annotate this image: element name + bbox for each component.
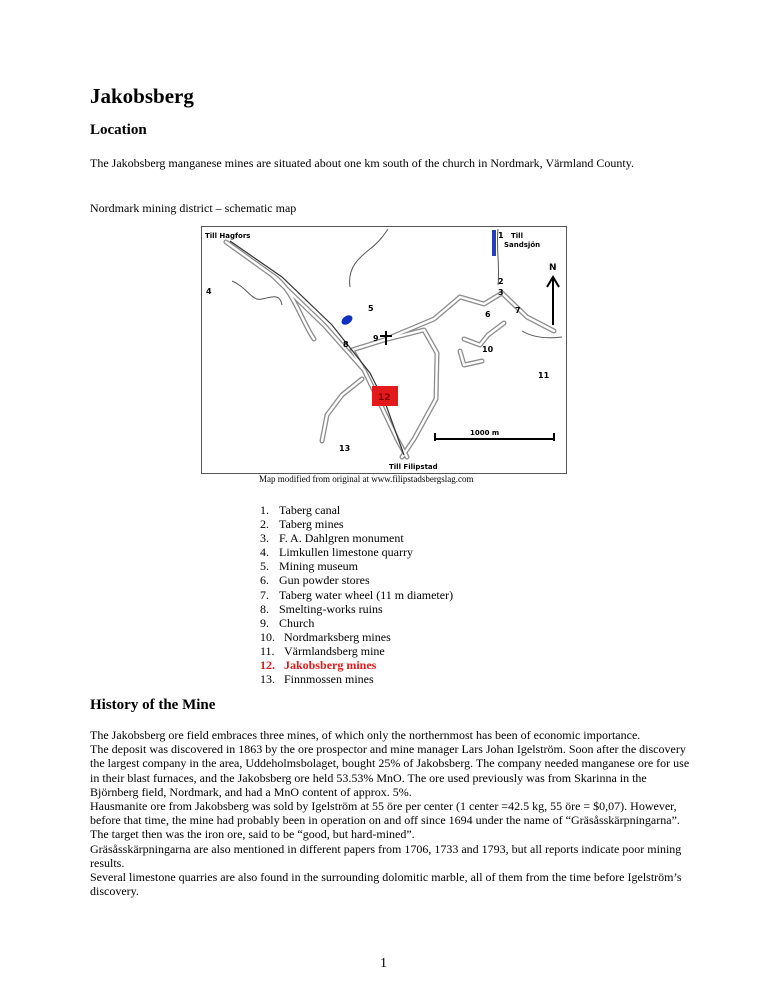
page-title: Jakobsberg [90,84,194,108]
map-num-2: 2 [498,277,504,286]
highlight-number: 12 [378,393,391,403]
legend-item: 10. Nordmarksberg mines [260,629,391,644]
map-num-7: 7 [515,306,521,315]
location-heading: Location [90,122,147,138]
map-num-11: 11 [538,371,550,380]
history-paragraph: Gräsåsskärpningarna are also mentioned in different papers from 1706, 1733 and 1793, but all reports indicate poor mining results. [90,841,682,870]
page-number: 1 [380,956,387,971]
map-credit: Map modified from original at www.filipstadsbergslag.com [259,474,474,484]
location-intro: The Jakobsberg manganese mines are situated about one km south of the church in Nordmark, Värmland County. [90,156,634,170]
map-num-1: 1 [498,231,504,240]
map-caption: Nordmark mining district – schematic map [90,201,297,215]
map-drawing [202,227,566,473]
legend-item-highlighted: 12. Jakobsberg mines [260,658,377,673]
map-num-3: 3 [498,288,504,297]
history-text [90,728,690,898]
map-num-10: 10 [482,345,494,354]
legend-item: 7. Taberg water wheel (11 m diameter) [260,587,454,602]
history-heading: History of the Mine [90,697,216,713]
map-num-6: 6 [485,310,491,319]
railway-line [230,241,404,455]
legend-item: 5. Mining museum [260,559,359,574]
map-num-5: 5 [368,304,374,313]
schematic-map [201,226,567,474]
legend-item: 9. Church [260,615,315,630]
scale-label: 1000 m [470,429,500,437]
legend-item: 1. Taberg canal [260,503,341,517]
canal-marker [492,230,496,256]
legend-item: 13. Finnmossen mines [260,672,374,687]
north-label: N [549,263,557,273]
map-num-8: 8 [343,340,349,349]
legend-item: 6. Gun powder stores [260,573,370,588]
till-hagfors-label: Till Hagfors [205,232,251,240]
till-filipstad-label: Till Filipstad [389,463,438,471]
legend-item: 2. Taberg mines [260,517,344,532]
till-label: Till [511,232,523,240]
history-paragraph: The Jakobsberg ore field embraces three mines, of which only the northernmost has been of economic importance. [90,728,641,742]
lake [340,313,354,326]
map-num-9: 9 [373,334,379,343]
history-paragraph: The deposit was discovered in 1863 by the ore prospector and mine manager Lars Johan Igelström. Soon after the discovery the largest company in the area, Uddeholmsbolaget, bought 25% of Jakobsberg. The company needed manganese ore for use in their blast furnaces, and the Jakobsberg ore held 53.53% MnO. The ore used previously was from Skarinna in the Björnberg field, Nordmark, and had a MnO content of approx. 5%. [90,742,690,799]
legend-item: 4. Limkullen limestone quarry [260,545,413,560]
north-arrow-icon [547,277,559,325]
till-sandsjon-label: Sandsjön [504,241,541,249]
history-paragraph: Several limestone quarries are also found in the surrounding dolomitic marble, all of them from the time before Igelström’s discovery. [90,870,682,899]
map-num-13: 13 [339,444,351,453]
history-paragraph: Hausmanite ore from Jakobsberg was sold by Igelström at 55 öre per center (1 center =42.5 kg, 55 öre = $0,07). However, before that time, the mine had probably been in operation on and off since 1694 under the name of “Gräsåsskärpningarna”. The target then was the iron ore, said to be “good, but hard-mined”. [90,799,680,842]
legend-item: 8. Smelting-works ruins [260,601,383,616]
legend-item: 3. F. A. Dahlgren monument [260,531,404,546]
legend-item: 11. Värmlandsberg mine [260,643,385,658]
map-legend [260,503,453,686]
map-num-4: 4 [206,287,212,296]
